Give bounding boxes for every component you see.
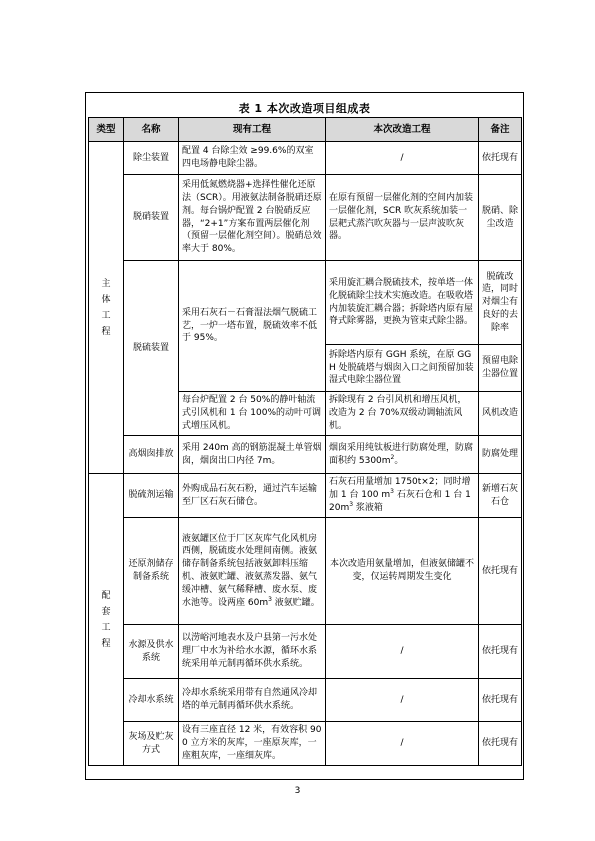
row-name: 除尘装置 [124, 142, 179, 175]
row-retrofit: 采用旋汇耦合脱硫技术，按单塔一体化脱硫除尘技术实施改造。在吸收塔内加装旋汇耦合器；拆除塔内原有屋脊式除雾器，更换为管束式除尘器。 [326, 261, 479, 345]
page-number: 3 [294, 786, 301, 796]
row-existing: 液氨罐区位于厂区灰库气化风机房西侧，脱硫废水处理间南侧。液氨储存制备系统包括液氨卸料压缩机、液氨贮罐、液氨蒸发器、氨气缓冲槽、氨气稀释槽、废水泵、废水池等。设两座 $60m^3$ 液氨贮罐。 [179, 518, 326, 625]
row-retrofit: 本次改造用氨量增加，但液氨储罐不变，仅运转周期发生变化 [326, 518, 479, 625]
table-row [89, 175, 522, 261]
table-header-row [89, 118, 522, 142]
row-name: 还原剂储存制备系统 [124, 518, 179, 625]
row-retrofit: 拆除现有 2 台引风机和增压风机，改造为 2 台 70%双级动调轴流风机。 [326, 392, 479, 436]
row-remark: 防腐处理 [479, 436, 522, 474]
table-row [89, 679, 522, 722]
row-name: 高烟囱排放 [124, 436, 179, 474]
row-existing: 采用石灰石－石膏湿法烟气脱硫工艺，一炉一塔布置，脱硫效率不低于 95%。 [179, 261, 326, 392]
row-retrofit: / [326, 625, 479, 679]
row-retrofit: / [326, 679, 479, 722]
table-row [89, 474, 522, 518]
project-table [88, 117, 522, 766]
row-existing: 设有三座直径 12 米，有效容积 900 立方米的灰库，一座原灰库，一座粗灰库，一座细灰库。 [179, 722, 326, 766]
row-retrofit: / [326, 722, 479, 766]
row-remark: 风机改造 [479, 392, 522, 436]
row-existing: 采用低氮燃烧器+选择性催化还原法（SCR）。用液氨法制备脱硝还原剂。每台锅炉配置 2 台脱硝反应器，“2+1”方案布置两层催化剂（预留一层催化剂空间）。脱硝总效率大于 80%。 [179, 175, 326, 261]
table-row [89, 436, 522, 474]
table-row [89, 261, 522, 345]
header-existing: 现有工程 [179, 118, 326, 142]
row-name: 脱硝装置 [124, 175, 179, 261]
row-existing: 采用 240m 高的钢筋混凝土单管烟囱，烟囱出口内径 7m。 [179, 436, 326, 474]
row-remark: 脱硝、除尘改造 [479, 175, 522, 261]
table-row [89, 625, 522, 679]
row-remark: 依托现有 [479, 625, 522, 679]
group-main-label: 主体工程 [89, 142, 124, 474]
table-row [89, 722, 522, 766]
group-aux-label: 配套工程 [89, 474, 124, 766]
row-remark: 依托现有 [479, 518, 522, 625]
row-retrofit: / [326, 142, 479, 175]
row-retrofit: 拆除塔内原有 GGH 系统，在原 GGH 处脱硫塔与烟囱入口之间预留加装湿式电除尘器位置 [326, 345, 479, 392]
row-retrofit: 在原有预留一层催化剂的空间内加装一层催化剂，SCR 吹灰系统加装一层耙式蒸汽吹灰器与一层声波吹灰器。 [326, 175, 479, 261]
row-name: 水源及供水系统 [124, 625, 179, 679]
row-remark: 依托现有 [479, 679, 522, 722]
row-name: 脱硫装置 [124, 261, 179, 436]
table-row [89, 142, 522, 175]
row-remark: 脱硫改造，同时对烟尘有良好的去除率 [479, 261, 522, 345]
row-existing: 冷却水系统采用带有自然通风冷却塔的单元制再循环供水系统。 [179, 679, 326, 722]
row-name: 脱硫剂运输 [124, 474, 179, 518]
row-remark: 依托现有 [479, 142, 522, 175]
row-retrofit: 烟囱采用纯钛板进行防腐处理，防腐面积约 $5300m^2$。 [326, 436, 479, 474]
table-row [89, 518, 522, 625]
row-retrofit: 石灰石用量增加 1750t×2；同时增加 1 台 100 $m^3$ 石灰石仓和 1 台 $120m^3$ 浆液箱 [326, 474, 479, 518]
header-retrofit: 本次改造工程 [326, 118, 479, 142]
header-remark: 备注 [479, 118, 522, 142]
header-name: 名称 [124, 118, 179, 142]
row-remark: 新增石灰石仓 [479, 474, 522, 518]
row-name: 冷却水系统 [124, 679, 179, 722]
table-title: 表 1 本次改造项目组成表 [238, 102, 371, 115]
header-type: 类型 [89, 118, 124, 142]
row-remark: 预留电除尘器位置 [479, 345, 522, 392]
row-name: 灰场及贮灰方式 [124, 722, 179, 766]
row-existing: 以涝峪河地表水及户县第一污水处理厂中水为补给水水源，循环水系统采用单元制再循环供水系统。 [179, 625, 326, 679]
row-existing: 外购成品石灰石粉，通过汽车运输至厂区石灰石储仓。 [179, 474, 326, 518]
row-remark: 依托现有 [479, 722, 522, 766]
row-existing: 每台炉配置 2 台 50%的静叶轴流式引风机和 1 台 100%的动叶可调式增压风机。 [179, 392, 326, 436]
row-existing: 配置 4 台除尘效 ≥99.6%的双室四电场静电除尘器。 [179, 142, 326, 175]
